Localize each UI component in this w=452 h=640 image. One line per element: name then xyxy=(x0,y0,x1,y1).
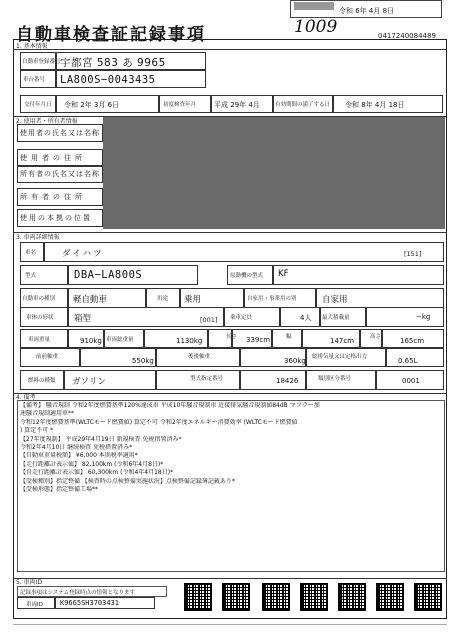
user-addr-label: 使用者の住所 xyxy=(20,154,86,162)
remarks-line: 【受検形態】指定整備工場** xyxy=(20,486,99,494)
qr-code-icon xyxy=(414,583,442,611)
height-value: 165cm xyxy=(400,337,425,345)
capacity-label: 乗車定員 xyxy=(230,315,253,321)
expiry-value: 令和 8年 4月 18日 xyxy=(345,101,405,109)
displacement-value: 0.65L xyxy=(398,357,418,365)
capacity-value: 4人 xyxy=(300,314,312,322)
purpose-value: 自家用 xyxy=(322,295,348,305)
gross-label: 車両総重量 xyxy=(106,337,134,343)
front-axle-label: 前前軸重 xyxy=(36,354,59,360)
length-value: 339cm xyxy=(246,336,271,344)
reg-value: 宇都宮 583 あ 9965 xyxy=(60,57,166,69)
issue-label: 交付年月日 xyxy=(24,102,52,108)
user-name-label: 使用者の氏名又は名称 xyxy=(20,129,100,137)
maxload-value: −kg xyxy=(416,313,431,321)
section-owner-title: 2. 使用者・所有者情報 xyxy=(16,118,78,125)
section-remarks-title: 4. 備考 xyxy=(16,394,36,401)
width-value: 147cm xyxy=(330,337,355,345)
issue-value: 令和 2年 3月 6日 xyxy=(64,101,120,109)
maker-value: ダイハツ xyxy=(62,249,104,259)
use-value: 乗用 xyxy=(184,295,202,305)
id-value: K9665SH3703431 xyxy=(60,599,120,607)
base-label: 使用の本拠の位置 xyxy=(20,214,92,222)
section-id-title: 5. 車両ID xyxy=(16,579,43,586)
category-value: 0001 xyxy=(402,377,420,385)
doc-number: 0417240084489 xyxy=(378,32,436,40)
first-reg-label: 初度検査年月 xyxy=(163,102,197,108)
page-title: 自動車検査証記録事項 xyxy=(16,25,206,45)
handwritten-number: 1009 xyxy=(294,17,338,37)
qr-code-icon xyxy=(300,583,328,611)
qr-code-icon xyxy=(376,583,404,611)
body-value: 箱型 xyxy=(74,314,92,324)
chassis-label: 車台番号 xyxy=(23,77,46,83)
remarks-line: 令和12年度燃費基準(WLTCモード燃費値) 算定不可 令和2年度エネルギー消費効率 (WLTCモード燃費値 xyxy=(20,418,298,426)
remarks-line: 【27年度規制】 平成29年4月19日 新規検査 免税措置済み* xyxy=(20,435,182,443)
height-label: 高さ xyxy=(370,334,382,340)
body-label: 車体の形状 xyxy=(26,315,54,321)
remarks-line: ) 算定不可 * xyxy=(20,427,54,435)
top-redaction xyxy=(294,2,334,10)
qr-code-icon xyxy=(222,583,250,611)
fuel-value: ガソリン xyxy=(72,377,107,387)
owner-name-label: 所有者の氏名又は名称 xyxy=(20,170,100,178)
type-value: 軽自動車 xyxy=(73,295,108,305)
gross-value: 1130kg xyxy=(176,337,203,345)
remarks-line: 速騒音規制適用車** xyxy=(20,410,75,418)
length-label: 長さ xyxy=(226,334,238,340)
owner-redaction xyxy=(103,117,445,229)
type-label: 自動車の種別 xyxy=(22,296,56,302)
model-value: DBA−LA800S xyxy=(74,269,143,281)
weight-value: 910kg xyxy=(80,337,102,345)
engine-label: 原動機の型式 xyxy=(230,273,264,279)
use-label: 用途 xyxy=(157,296,169,302)
engine-value: KF xyxy=(278,269,289,279)
designation-value: 18426 xyxy=(276,377,299,385)
category-label: 類別区分番号 xyxy=(318,376,352,382)
weight-label: 車両重量 xyxy=(28,337,51,343)
fuel-label: 燃料の種類 xyxy=(28,378,56,384)
first-reg-value: 平成 29年 4月 xyxy=(214,101,260,109)
id-label: 車両ID xyxy=(26,602,43,608)
maker-label: 車名 xyxy=(25,250,37,256)
front-axle-value: 550kg xyxy=(132,357,154,365)
footer-notice: 記録事項はシステム登録時点の情報となります xyxy=(20,590,135,596)
expiry-label: 有効期間の満了する日 xyxy=(275,102,331,108)
maxload-label: 最大積載量 xyxy=(322,315,350,321)
displacement-label: 総排気量又は定格出力 xyxy=(312,354,368,360)
rear-axle-value: 360kg xyxy=(284,357,306,365)
remarks-line: 【自走行距離計表示値】 60,300km (令和4年4月18日)* xyxy=(20,469,174,477)
section-basic-title: 1. 基本情報 xyxy=(16,43,48,50)
designation-label: 型式指定番号 xyxy=(190,376,224,382)
body-code: [001] xyxy=(200,316,218,324)
remarks-lines xyxy=(20,402,444,494)
purpose-label: 自家用・事業用の別 xyxy=(247,296,297,302)
chassis-value: LA800S−0043435 xyxy=(60,74,156,86)
qr-code-icon xyxy=(184,583,212,611)
qr-code-icon xyxy=(338,583,366,611)
owner-addr-label: 所有者の住所 xyxy=(20,193,86,201)
width-label: 幅 xyxy=(286,334,292,340)
top-stamp-text: 令和 6年 4月 8日 xyxy=(339,7,395,15)
remarks-line: 令和2年4月10日 継続検査 免税措置済み* xyxy=(20,444,133,452)
section-vehicle-title: 3. 車両詳細情報 xyxy=(16,234,60,241)
remarks-line: 【受検種別】指定整備 【検査時の点検整備実施状況】点検整備記録簿記載あり* xyxy=(20,477,235,485)
maker-code: [151] xyxy=(404,250,422,258)
qr-code-icon xyxy=(262,583,290,611)
rear-axle-label: 後後軸重 xyxy=(188,354,211,360)
reg-label: 自動車登録番号 xyxy=(22,59,61,65)
model-label: 型式 xyxy=(25,273,37,279)
remarks-line: 【自動車重量税額】 ¥6,000 本則税率適用* xyxy=(20,452,138,460)
remarks-line: 【走行距離計表示値】 82,100km (令和6年4月8日)* xyxy=(20,460,164,468)
remarks-line: 【備考】 騒音規制 令和2年度燃費基準120%達成車 平成10年騒音規制車 近接排気騒音規制値84dB マフラー加 xyxy=(20,402,320,409)
